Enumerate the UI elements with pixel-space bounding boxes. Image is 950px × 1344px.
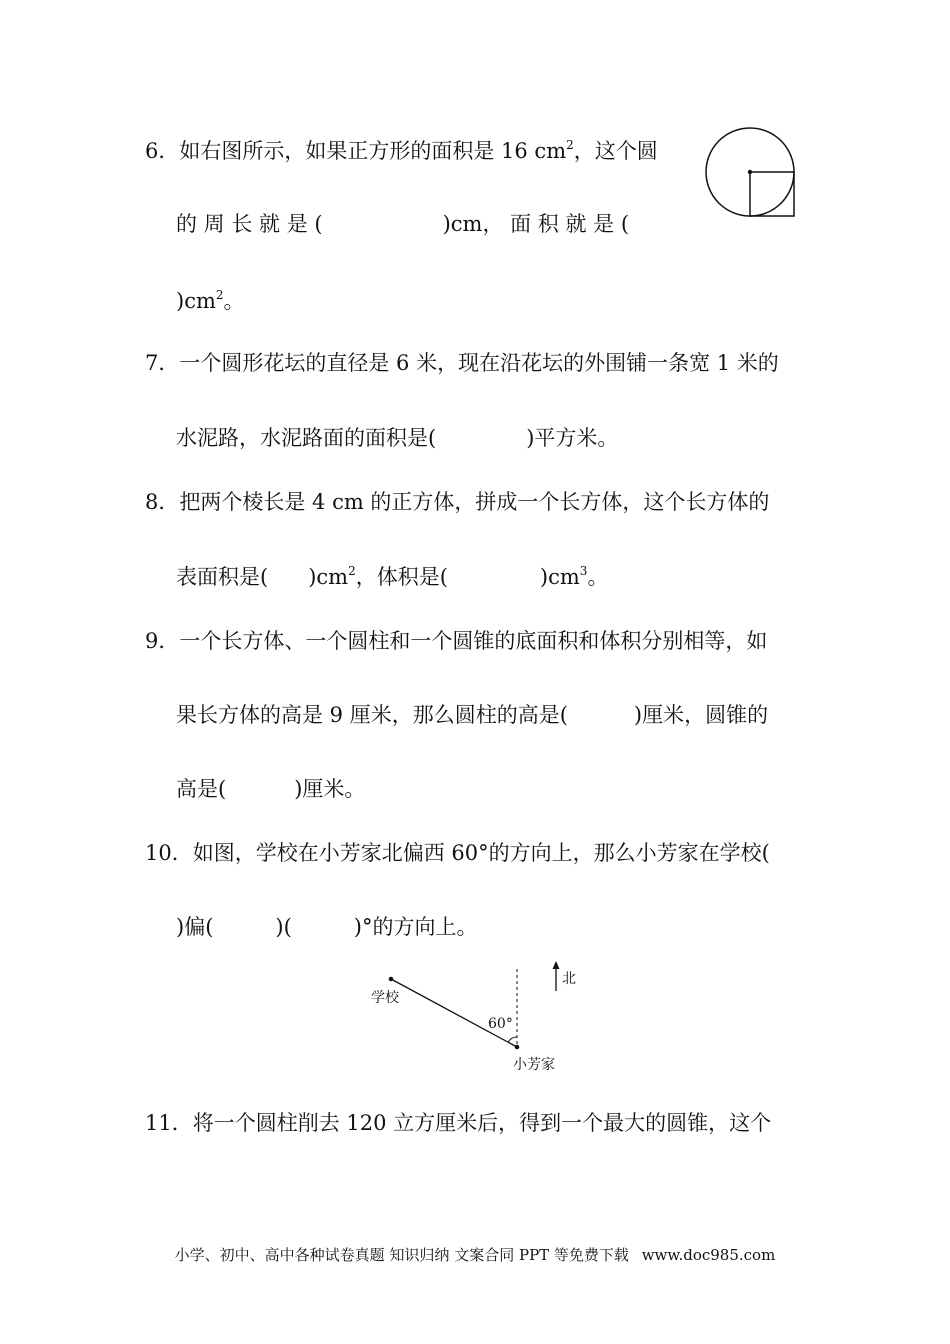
circle-square-figure	[700, 124, 800, 220]
q6-line-1: 6．如右图所示，如果正方形的面积是 16 $cm^2$，这个圆	[145, 138, 658, 163]
school-home-line	[391, 979, 517, 1047]
q10-line-2: )偏( )( )°的方向上。	[176, 915, 478, 939]
footer-text: 小学、初中、高中各种试卷真题 知识归纳 文案合同 PPT 等免费下载	[174, 1246, 629, 1264]
figure-center-dot	[748, 170, 752, 174]
q9-line-1: 9．一个长方体、一个圆柱和一个圆锥的底面积和体积分别相等，如	[145, 629, 768, 653]
q7-line-2: 水泥路，水泥路面的面积是( )平方米。	[176, 426, 619, 450]
q6-line-3: )$cm^2$。	[176, 288, 245, 313]
home-label: 小芳家	[513, 1057, 555, 1073]
page-footer	[0, 1244, 950, 1265]
home-dot	[515, 1045, 520, 1050]
q10-line-1: 10．如图，学校在小芳家北偏西 60°的方向上，那么小芳家在学校(	[145, 841, 770, 865]
angle-label: 60°	[488, 1016, 513, 1032]
q9-line-2: 果长方体的高是 9 厘米，那么圆柱的高是( )厘米，圆锥的	[176, 703, 769, 727]
q7-line-1: 7．一个圆形花坛的直径是 6 米，现在沿花坛的外围铺一条宽 1 米的	[145, 351, 779, 375]
north-arrow-icon	[553, 961, 560, 969]
footer-url[interactable]: www.doc985.com	[641, 1246, 776, 1264]
q9-line-3: 高是( )厘米。	[176, 777, 366, 801]
q11-line-1: 11．将一个圆柱削去 120 立方厘米后，得到一个最大的圆锥，这个	[145, 1111, 772, 1135]
angle-arc	[508, 1037, 517, 1042]
school-dot	[389, 977, 394, 982]
q8-line-2: 表面积是( )$cm^2$，体积是( )$cm^3$。	[176, 564, 609, 589]
school-label: 学校	[371, 990, 399, 1006]
q8-line-1: 8．把两个棱长是 4 cm 的正方体，拼成一个长方体，这个长方体的	[145, 490, 770, 514]
north-label: 北	[562, 971, 576, 987]
q6-line-2: 的 周 长 就 是 ( )cm， 面 积 就 是 (	[176, 212, 630, 236]
